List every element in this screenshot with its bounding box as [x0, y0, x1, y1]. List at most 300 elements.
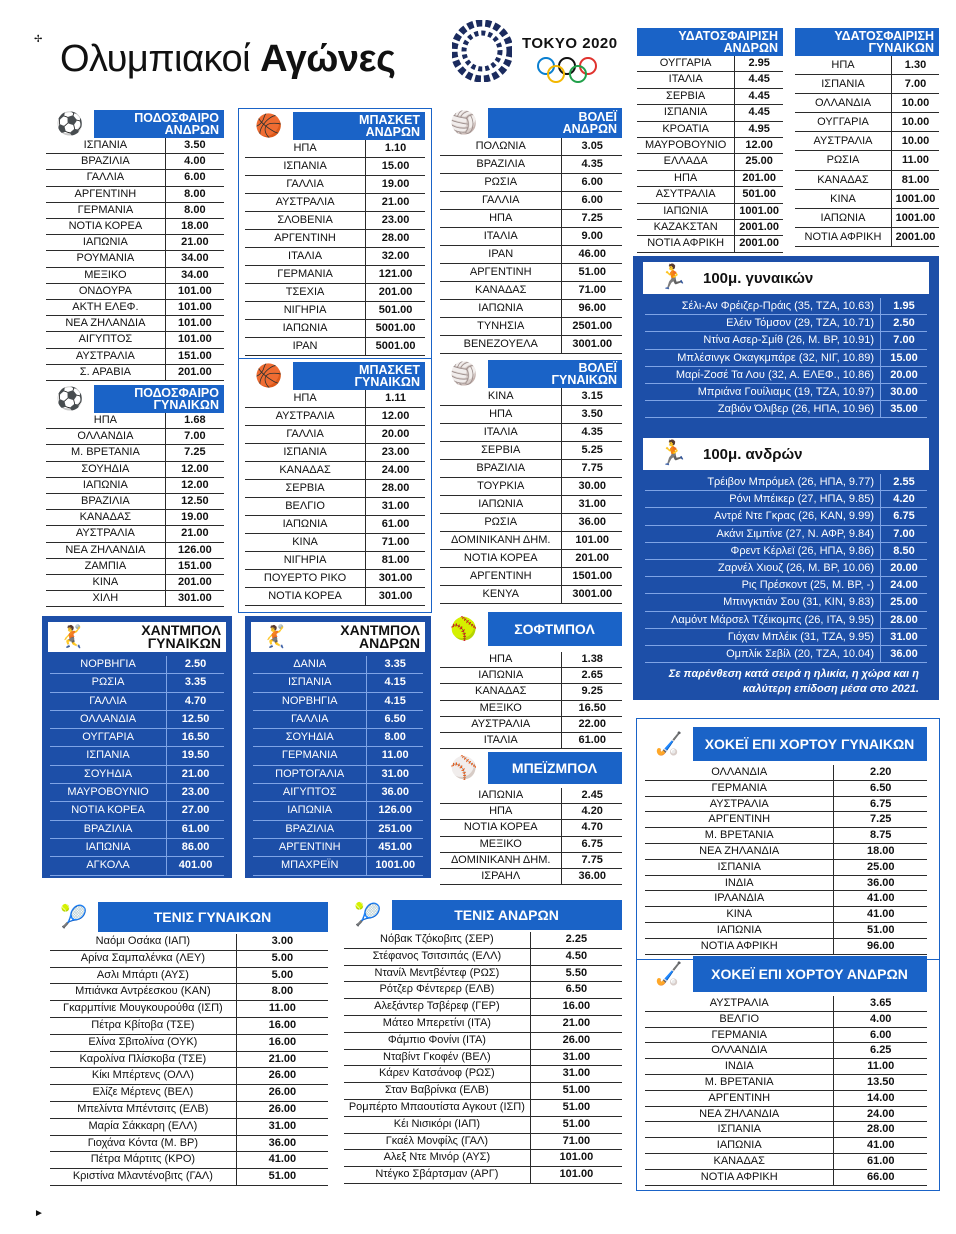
table-row [245, 320, 425, 338]
row-odds: 3.15 [562, 388, 622, 406]
row-odds: 61.00 [562, 733, 622, 749]
row-name: ΝΙΓΗΡΙΑ [245, 552, 366, 570]
row-name: ΗΠΑ [440, 652, 562, 668]
row-name: ΙΤΑΛΙΑ [637, 72, 735, 88]
table-row [440, 836, 622, 852]
section-title [299, 622, 425, 652]
section-title-line1: ΧΑΝΤΜΠΟΛ [340, 622, 420, 638]
row-odds: 51.00 [530, 1099, 622, 1116]
section-title-line1: ΧΑΝΤΜΠΟΛ [141, 622, 221, 638]
row-odds: 26.00 [236, 1101, 328, 1118]
row-odds: 30.00 [881, 384, 928, 401]
row-odds: 7.25 [834, 812, 927, 828]
row-name: Ελέιν Τόμσον (29, ΤΖΑ, 10.71) [645, 315, 881, 332]
table-row [440, 804, 622, 820]
row-name: ΚΙΝΑ [46, 575, 165, 591]
table-row [645, 922, 927, 938]
table-row [645, 560, 927, 577]
table-row [46, 445, 224, 461]
table-row [440, 138, 622, 156]
section-title-line2: ΓΥΝΑΙΚΩΝ [868, 41, 934, 55]
table-row [440, 652, 622, 668]
page-mark-bottom: ► [34, 1208, 44, 1219]
row-odds: 2.50 [167, 656, 224, 674]
row-name: ΚΙΝΑ [245, 534, 366, 552]
row-name: ΠΟΡΤΟΓΑΛΙΑ [253, 765, 367, 783]
table-row [645, 349, 927, 366]
table-row [46, 219, 224, 235]
row-odds: 6.00 [562, 174, 622, 192]
table-row [245, 248, 425, 266]
section-header [50, 902, 328, 932]
table-row [795, 113, 939, 132]
row-odds: 23.00 [366, 212, 425, 230]
row-odds: 27.00 [167, 802, 224, 820]
row-name: ΙΣΠΑΝΙΑ [50, 747, 167, 765]
row-odds: 16.00 [236, 1017, 328, 1034]
section-header [440, 108, 622, 138]
row-odds: 26.00 [236, 1068, 328, 1085]
row-name: Ακάνι Σιμπίνε (27, Ν. ΑΦΡ, 9.84) [645, 525, 881, 542]
table-row [645, 491, 927, 508]
sprint-men-table [633, 432, 939, 700]
row-name: ΙΤΑΛΙΑ [440, 733, 562, 749]
row-odds: 1.68 [165, 413, 224, 429]
row-name: ΒΡΑΖΙΛΙΑ [253, 820, 367, 838]
row-name: Μ. ΒΡΕΤΑΝΙΑ [645, 1074, 834, 1090]
section-header [643, 262, 929, 294]
row-odds: 1.10 [366, 140, 425, 158]
row-name: Μ. ΒΡΕΤΑΝΙΑ [645, 828, 834, 844]
odds-table [645, 474, 927, 663]
section-title [488, 108, 622, 138]
row-name: Γιόχαν Μπλέικ (31, ΤΖΑ, 9.95) [645, 628, 881, 645]
row-name: ΝΟΤΙΑ ΑΦΡΙΚΗ [637, 236, 735, 252]
row-name: ΗΠΑ [440, 210, 562, 228]
row-name: ΝΟΤΙΑ ΑΦΡΙΚΗ [645, 938, 834, 954]
row-odds: 4.35 [562, 156, 622, 174]
row-name: ΙΑΠΩΝΙΑ [645, 922, 834, 938]
waterpolo-men-table [637, 28, 783, 253]
row-name: ΑΡΓΕΝΤΙΝΗ [253, 838, 367, 856]
waterpolo-women-table [795, 28, 939, 247]
row-name: ΟΥΓΓΑΡΙΑ [637, 56, 735, 72]
row-odds: 8.00 [165, 202, 224, 218]
row-odds: 4.70 [167, 692, 224, 710]
table-row [645, 366, 927, 383]
section-header [645, 727, 927, 761]
row-name: ΣΟΥΗΔΙΑ [46, 461, 165, 477]
row-odds: 2.55 [881, 474, 928, 491]
row-name: Ομπλίκ Σεβίλ (20, ΤΖΑ, 10.04) [645, 646, 881, 663]
row-odds: 6.00 [165, 170, 224, 186]
row-odds: 1001.00 [367, 857, 423, 875]
table-row [46, 154, 224, 170]
table-row [645, 401, 927, 418]
row-name: ΑΡΓΕΝΤΙΝΗ [440, 264, 562, 282]
row-name: Κίκι Μπέρτενς (ΟΛΛ) [50, 1068, 236, 1085]
row-name: ΡΩΣΙΑ [440, 174, 562, 192]
page-title [60, 38, 395, 81]
table-row [245, 498, 425, 516]
row-odds: 1001.00 [735, 203, 783, 219]
table-row [245, 266, 425, 284]
row-odds: 11.00 [891, 151, 939, 170]
row-odds: 13.50 [834, 1074, 927, 1090]
table-row [344, 1032, 622, 1049]
table-row [344, 1015, 622, 1032]
row-odds: 81.00 [366, 552, 425, 570]
row-odds: 34.00 [165, 251, 224, 267]
row-odds: 7.00 [881, 332, 928, 349]
handball-men-table [245, 616, 431, 878]
row-name: ΒΕΛΓΙΟ [245, 498, 366, 516]
row-name: ΟΛΛΑΝΔΙΑ [645, 1043, 834, 1059]
table-row [645, 1074, 927, 1090]
row-name: Στέφανος Τσιτσιπάς (ΕΛΛ) [344, 948, 530, 965]
table-row [46, 251, 224, 267]
table-row [637, 121, 783, 137]
table-row [245, 140, 425, 158]
row-odds: 19.00 [165, 510, 224, 526]
row-name: ΝΟΤΙΑ ΑΦΡΙΚΗ [795, 227, 891, 246]
table-row [645, 859, 927, 875]
row-name: ΣΕΡΒΙΑ [245, 480, 366, 498]
row-odds: 4.70 [562, 820, 622, 836]
row-name: Ρις Πρέσκοντ (25, Μ. ΒΡ, -) [645, 577, 881, 594]
row-name: ΙΡΛΑΝΔΙΑ [645, 891, 834, 907]
table-row [795, 75, 939, 94]
row-odds: 101.00 [530, 1150, 622, 1167]
section-title-line1: ΠΟΔΟΣΦΑΙΡΟ [134, 386, 219, 400]
row-odds: 28.00 [366, 230, 425, 248]
row-name: ΜΠΑΧΡΕΪΝ [253, 857, 367, 875]
row-name: ΣΟΥΗΔΙΑ [253, 729, 367, 747]
row-name: Μαρί-Ζοσέ Τα Λου (32, Α. ΕΛΕΦ., 10.86) [645, 366, 881, 383]
row-name: ΙΑΠΩΝΙΑ [253, 802, 367, 820]
row-odds: 21.00 [167, 765, 224, 783]
row-odds: 6.50 [367, 710, 423, 728]
table-row [440, 192, 622, 210]
table-row [245, 462, 425, 480]
table-row [245, 570, 425, 588]
row-name: Ντίνα Ασερ-Σμίθ (26, Μ. ΒΡ, 10.91) [645, 332, 881, 349]
table-row [253, 857, 423, 875]
row-odds: 16.00 [236, 1034, 328, 1051]
row-name: ΝΟΡΒΗΓΙΑ [50, 656, 167, 674]
table-row [637, 56, 783, 72]
row-odds: 31.00 [530, 1066, 622, 1083]
row-odds: 7.25 [165, 445, 224, 461]
row-name: ΤΟΥΡΚΙΑ [440, 478, 562, 496]
row-name: Ντανίλ Μεντβέντεφ (ΡΩΣ) [344, 965, 530, 982]
row-name: ΙΤΑΛΙΑ [245, 248, 366, 266]
table-row [50, 820, 224, 838]
row-odds: 32.00 [366, 248, 425, 266]
row-name: Τρέιβον Μπρόμελ (26, ΗΠΑ, 9.77) [645, 474, 881, 491]
row-name: Ελίζε Μέρτενς (ΒΕΛ) [50, 1085, 236, 1102]
row-odds: 2001.00 [891, 227, 939, 246]
olympic-rings-icon [536, 56, 598, 84]
table-row [46, 138, 224, 154]
section-header [440, 752, 622, 784]
row-odds: 6.50 [530, 982, 622, 999]
table-row [245, 176, 425, 194]
row-odds: 201.00 [165, 364, 224, 380]
odds-table [645, 765, 927, 955]
row-odds: 101.00 [165, 300, 224, 316]
row-name: Καρολίνα Πλίσκοβα (ΤΣΕ) [50, 1051, 236, 1068]
row-odds: 12.00 [366, 408, 425, 426]
row-odds: 6.00 [834, 1027, 927, 1043]
basket-men-table [238, 108, 432, 359]
row-name: ΒΕΝΕΖΟΥΕΛΑ [440, 336, 562, 354]
section-header [46, 385, 224, 413]
row-name: Μάτεο Μπερετίνι (ΙΤΑ) [344, 1015, 530, 1032]
table-row [440, 586, 622, 604]
section-title: 100μ. ανδρών [703, 445, 803, 463]
row-name: ΜΕΞΙΚΟ [440, 700, 562, 716]
row-name: ΙΑΠΩΝΙΑ [50, 838, 167, 856]
section-title: 100μ. γυναικών [703, 269, 814, 287]
table-row [50, 802, 224, 820]
row-odds: 12.50 [167, 710, 224, 728]
row-odds: 36.00 [562, 869, 622, 885]
row-odds: 7.00 [891, 75, 939, 94]
odds-table [245, 390, 425, 606]
row-name: ΙΤΑΛΙΑ [440, 228, 562, 246]
row-name: ΓΑΛΛΙΑ [46, 170, 165, 186]
row-odds: 1.95 [881, 298, 928, 315]
table-row [344, 1133, 622, 1150]
row-odds: 46.00 [562, 246, 622, 264]
row-odds: 41.00 [834, 1138, 927, 1154]
row-name: ΡΩΣΙΑ [50, 674, 167, 692]
table-row [245, 284, 425, 302]
row-odds: 3001.00 [562, 336, 622, 354]
section-title-line2: ΑΝΔΡΩΝ [723, 41, 778, 55]
row-name: ΟΥΓΓΑΡΙΑ [795, 113, 891, 132]
table-row [645, 542, 927, 559]
row-name: Κριστίνα Μλαντένοβιτς (ΓΑΛ) [50, 1169, 236, 1186]
table-row [645, 875, 927, 891]
table-row [245, 338, 425, 356]
handball-women-table [42, 616, 232, 878]
row-name: ΝΟΤΙΑ ΚΟΡΕΑ [245, 588, 366, 606]
row-odds: 28.00 [834, 1122, 927, 1138]
table-row [50, 967, 328, 984]
odds-table [645, 996, 927, 1186]
row-odds: 71.00 [366, 534, 425, 552]
table-row [50, 984, 328, 1001]
football-player-icon: ⚽ [56, 386, 84, 411]
row-name: ΤΣΕΧΙΑ [245, 284, 366, 302]
row-name: Σταν Βαβρίνκα (ΕΛΒ) [344, 1083, 530, 1100]
table-row [46, 186, 224, 202]
table-row [50, 656, 224, 674]
row-odds: 7.75 [562, 460, 622, 478]
odds-table [253, 656, 423, 876]
row-name: ΣΕΡΒΙΑ [440, 442, 562, 460]
row-odds: 301.00 [366, 588, 425, 606]
table-row [50, 838, 224, 856]
row-name: Αλεξ Ντε Μινόρ (ΑΥΣ) [344, 1150, 530, 1167]
row-odds: 4.95 [735, 121, 783, 137]
tennis-men-table [344, 900, 622, 1184]
table-row [344, 1167, 622, 1184]
row-odds: 41.00 [834, 891, 927, 907]
table-row [50, 692, 224, 710]
row-name: ΟΛΛΑΝΔΙΑ [795, 94, 891, 113]
table-row [46, 316, 224, 332]
row-name: ΙΝΔΙΑ [645, 1059, 834, 1075]
row-name: ΚΑΝΑΔΑΣ [46, 510, 165, 526]
row-odds: 23.00 [167, 784, 224, 802]
table-row [645, 1059, 927, 1075]
row-odds: 19.50 [167, 747, 224, 765]
table-row [50, 784, 224, 802]
row-odds: 4.20 [881, 491, 928, 508]
row-odds: 2.20 [834, 765, 927, 780]
table-row [645, 332, 927, 349]
section-title [488, 360, 622, 388]
row-odds: 1.30 [891, 56, 939, 75]
row-name: ΑΙΓΥΠΤΟΣ [46, 332, 165, 348]
row-odds: 6.75 [562, 836, 622, 852]
table-row [645, 577, 927, 594]
row-odds: 11.00 [834, 1059, 927, 1075]
table-row [245, 408, 425, 426]
table-row [50, 1017, 328, 1034]
row-name: ΙΣΠΑΝΙΑ [46, 138, 165, 154]
row-name: ΚΕΝΥΑ [440, 586, 562, 604]
row-name: Μ. ΒΡΕΤΑΝΙΑ [46, 445, 165, 461]
table-row [46, 413, 224, 429]
table-row [245, 194, 425, 212]
table-row [440, 424, 622, 442]
section-title-line1: ΒΟΛΕΪ [578, 110, 617, 124]
section-header [795, 28, 939, 56]
table-row [50, 729, 224, 747]
row-name: ΚΑΝΑΔΑΣ [245, 462, 366, 480]
section-title [94, 110, 224, 138]
row-name: ΙΑΠΩΝΙΑ [46, 477, 165, 493]
table-row [50, 1118, 328, 1135]
tennis-women-table [50, 902, 328, 1186]
row-odds: 3.00 [236, 934, 328, 950]
title-bold: Αγώνες [260, 38, 396, 80]
row-odds: 2.25 [530, 932, 622, 948]
row-odds: 5.25 [562, 442, 622, 460]
odds-table [46, 413, 224, 607]
row-name: Μπλέσινγκ Οκαγκμπάρε (32, ΝΙΓ, 10.89) [645, 349, 881, 366]
softball-player-icon: 🥎 [450, 616, 478, 641]
row-odds: 15.00 [881, 349, 928, 366]
table-row [645, 796, 927, 812]
row-name: ΟΛΛΑΝΔΙΑ [50, 710, 167, 728]
section-header [440, 360, 622, 388]
table-row [50, 950, 328, 967]
row-name: ΓΑΛΛΙΑ [440, 192, 562, 210]
table-row [645, 1011, 927, 1027]
row-odds: 201.00 [165, 575, 224, 591]
row-name: ΑΥΣΤΡΑΛΙΑ [46, 526, 165, 542]
row-odds: 61.00 [167, 820, 224, 838]
basketball-player-icon: 🏀 [255, 113, 283, 138]
row-name: ΝΟΤΙΑ ΚΟΡΕΑ [50, 802, 167, 820]
hockey-player-icon: 🏑 [655, 731, 683, 756]
table-row [46, 558, 224, 574]
row-odds: 4.00 [834, 1011, 927, 1027]
table-row [50, 1135, 328, 1152]
row-name: Ρομπέρτο Μπαουτίστα Αγκουτ (ΙΣΠ) [344, 1099, 530, 1116]
table-row [50, 710, 224, 728]
row-name: ΚΑΖΑΚΣΤΑΝ [637, 220, 735, 236]
odds-table [50, 934, 328, 1186]
table-row [46, 348, 224, 364]
volleyball-player-icon: 🏐 [450, 110, 478, 135]
row-odds: 36.00 [562, 514, 622, 532]
row-name: ΑΥΣΤΡΑΛΙΑ [645, 996, 834, 1011]
row-odds: 7.00 [881, 525, 928, 542]
row-odds: 21.00 [236, 1051, 328, 1068]
row-odds: 2.50 [881, 315, 928, 332]
row-name: ΝΕΑ ΖΗΛΑΝΔΙΑ [46, 316, 165, 332]
row-odds: 10.00 [891, 132, 939, 151]
table-row [50, 1101, 328, 1118]
table-row [645, 628, 927, 645]
table-row [645, 907, 927, 923]
table-row [637, 187, 783, 203]
table-row [344, 1083, 622, 1100]
table-row [253, 784, 423, 802]
football-women-table [46, 385, 224, 607]
table-row [645, 384, 927, 401]
row-odds: 4.35 [562, 424, 622, 442]
table-row [645, 843, 927, 859]
row-odds: 20.00 [366, 426, 425, 444]
table-row [46, 202, 224, 218]
row-odds: 101.00 [165, 283, 224, 299]
row-name: ΜΕΞΙΚΟ [440, 836, 562, 852]
row-name: ΕΛΛΑΔΑ [637, 154, 735, 170]
row-name: ΙΑΠΩΝΙΑ [245, 320, 366, 338]
table-row [344, 982, 622, 999]
row-name: ΟΛΛΑΝΔΙΑ [46, 429, 165, 445]
row-odds: 1001.00 [891, 208, 939, 227]
table-row [440, 532, 622, 550]
row-name: ΓΕΡΜΑΝΙΑ [645, 780, 834, 796]
table-row [245, 588, 425, 606]
row-name: ΙΣΠΑΝΙΑ [253, 674, 367, 692]
row-name: Ντέγκο Σβάρτσμαν (ΑΡΓ) [344, 1167, 530, 1184]
row-odds: 2.65 [562, 668, 622, 684]
table-row [440, 246, 622, 264]
table-row [344, 932, 622, 948]
table-row [46, 283, 224, 299]
row-odds: 4.50 [530, 948, 622, 965]
hockey-men-table [636, 952, 940, 1191]
row-name: ΚΙΝΑ [795, 189, 891, 208]
table-row [440, 684, 622, 700]
table-row [440, 568, 622, 586]
row-odds: 4.45 [735, 88, 783, 104]
table-row [637, 72, 783, 88]
table-row [795, 56, 939, 75]
table-row [440, 820, 622, 836]
row-odds: 301.00 [366, 570, 425, 588]
row-name: ΡΩΣΙΑ [440, 514, 562, 532]
